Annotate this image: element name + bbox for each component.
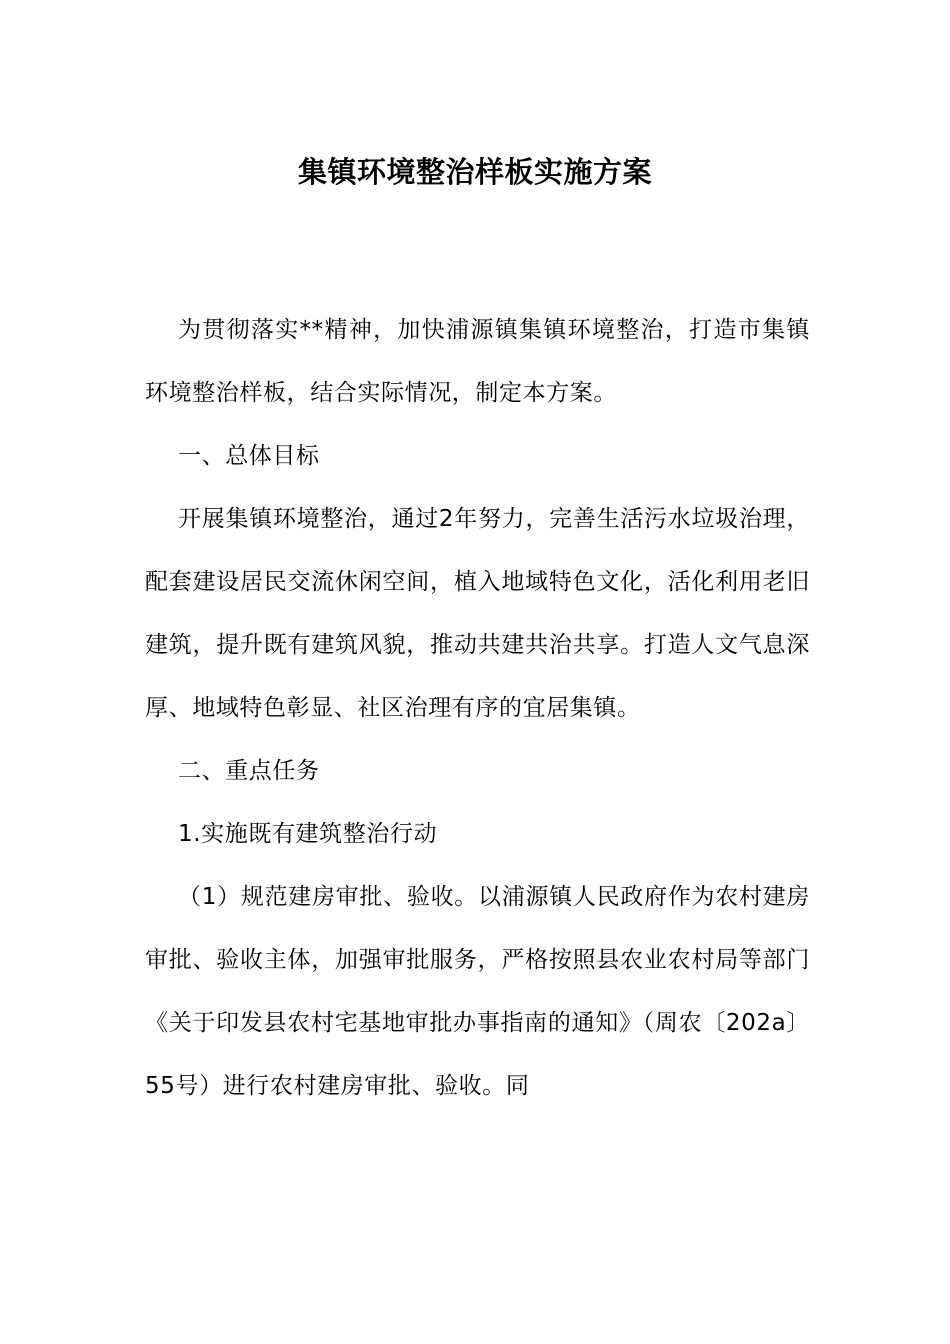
paragraph-intro: 为贯彻落实**精神，加快浦源镇集镇环境整治，打造市集镇环境整治样板，结合实际情况，制定本方案。: [145, 317, 810, 406]
subheading-building-renovation: 1.实施既有建筑整治行动: [178, 821, 438, 847]
document-title: 集镇环境整治样板实施方案: [297, 155, 652, 189]
document-body: [145, 299, 810, 1118]
paragraph-approval-acceptance: （1）规范建房审批、验收。以浦源镇人民政府作为农村建房审批、验收主体，加强审批服务，严格按照县农业农村局等部门《关于印发县农村宅基地审批办事指南的通知》（周农〔202a〕55号）进行农村建房审批、验收。同: [145, 884, 810, 1099]
paragraph-overall-goal: 开展集镇环境整治，通过2年努力，完善生活污水垃圾治理，配套建设居民交流休闲空间，植入地域特色文化，活化利用老旧建筑，提升既有建筑风貌，推动共建共治共享。打造人文气息深厚、地域特色彰显、社区治理有序的宜居集镇。: [145, 506, 810, 721]
heading-overall-goal: 一、总体目标: [178, 443, 320, 469]
heading-key-tasks: 二、重点任务: [178, 758, 320, 784]
